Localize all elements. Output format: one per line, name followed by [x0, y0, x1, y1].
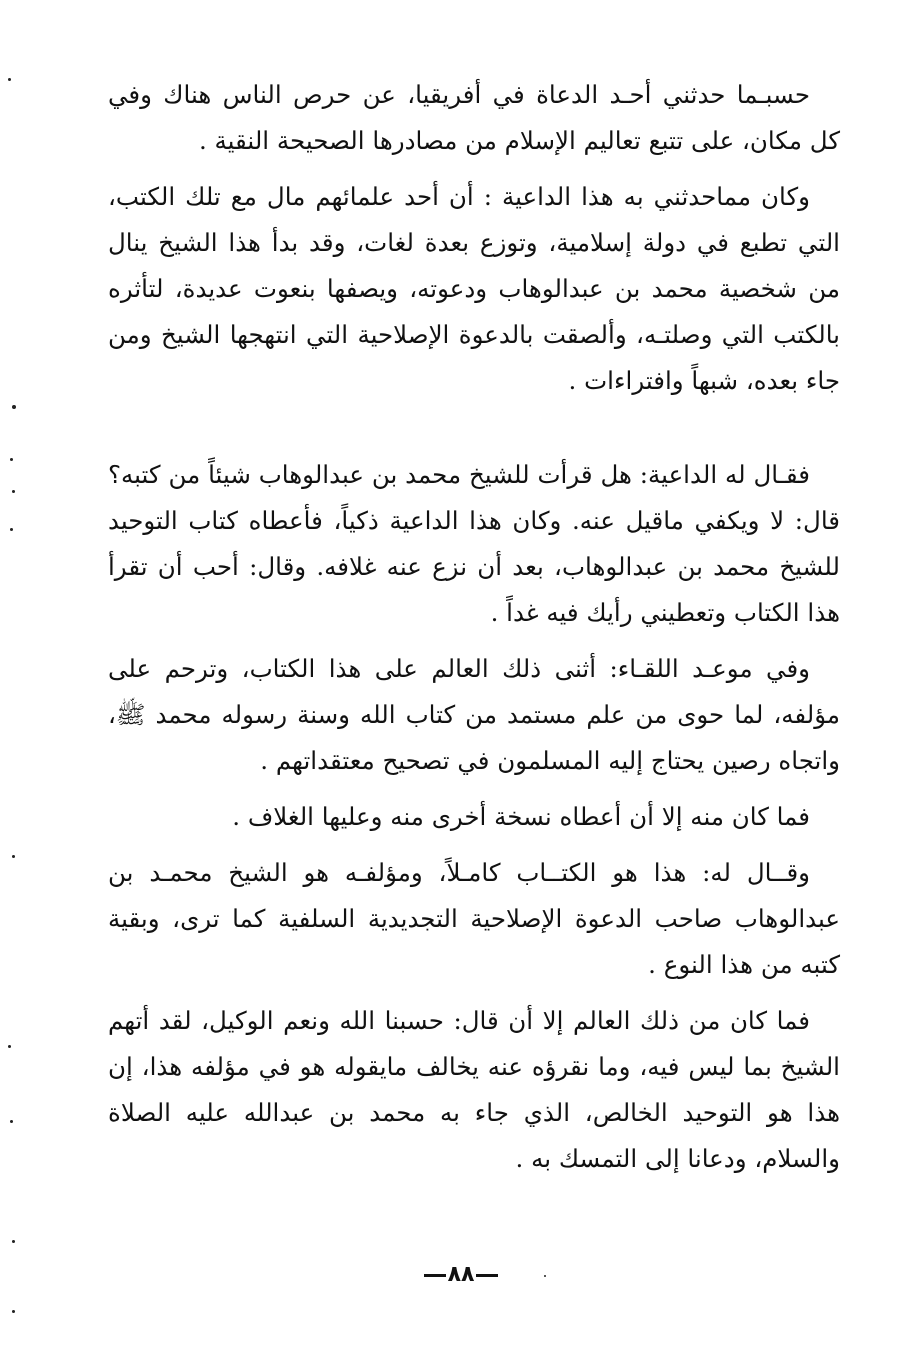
scan-speck — [12, 855, 15, 858]
scan-speck — [8, 1045, 11, 1048]
footer-dash-left — [476, 1274, 498, 1277]
scan-speck — [12, 1310, 15, 1313]
page-number-footer — [0, 1262, 922, 1287]
scan-speck — [12, 490, 15, 493]
page-body — [108, 72, 840, 1192]
scan-speck — [10, 528, 13, 531]
paragraph-4: وفي موعـد اللقـاء: أثنى ذلك العالم على هذا الكتاب، وترحم على مؤلفه، لما حوى من علم مستمد من كتاب الله وسنة رسوله محمد ﷺ، واتجاه رصين يحتاج إليه المسلمون في تصحيح معتقداتهم . — [108, 654, 840, 775]
footer-dash-right — [424, 1274, 446, 1277]
scan-speck — [12, 1240, 15, 1243]
scan-speck — [8, 78, 11, 81]
paragraph-3: فقـال له الداعية: هل قرأت للشيخ محمد بن عبدالوهاب شيئاً من كتبه؟ قال: لا ويكفي ماقيل عنه. وكان هذا الداعية ذكياً، فأعطاه كتاب التوحيد للشيخ محمد بن عبدالوهاب، بعد أن نزع عنه غلافه. وقال: أحب أن تقرأ هذا الكتاب وتعطيني رأيك فيه غداً . — [108, 460, 840, 627]
paragraph-6: وقــال له: هذا هو الكتــاب كامـلاً، ومؤلفـه هو الشيخ محمـد بن عبدالوهاب صاحب الدعوة الإصلاحية التجديدية السلفية كما ترى، وبقية كتبه من هذا النوع . — [108, 858, 840, 979]
scan-speck — [10, 1120, 13, 1123]
paragraph-2: وكان مماحدثني به هذا الداعية : أن أحد علمائهم مال مع تلك الكتب، التي تطبع في دولة إسلامية، وتوزع بعدة لغات، وقد بدأ هذا الشيخ ينال من شخصية محمد بن عبدالوهاب ودعوته، ويصفها بنعوت عديدة، لتأثره بالكتب التي وصلتـه، وألصقت بالدعوة الإصلاحية التي انتهجها الشيخ ومن جاء بعده، شبهاً وافتراءات . — [108, 182, 840, 395]
page-number: ٨٨ — [447, 1262, 475, 1287]
paragraph-5: فما كان منه إلا أن أعطاه نسخة أخرى منه وعليها الغلاف . — [232, 802, 810, 831]
scan-speck — [12, 405, 16, 409]
scan-speck — [10, 458, 13, 461]
paragraph-1: حسبـما حدثني أحـد الدعاة في أفريقيا، عن حرص الناس هناك وفي كل مكان، على تتبع تعاليم الإسلام من مصادرها الصحيحة النقية . — [108, 80, 840, 155]
scan-speck — [544, 1275, 546, 1277]
paragraph-7: فما كان من ذلك العالم إلا أن قال: حسبنا الله ونعم الوكيل، لقد أتهم الشيخ بما ليس فيه، وما نقرؤه عنه يخالف مايقوله هو في مؤلفه هذا، إن هذا هو التوحيد الخالص، الذي جاء به محمد بن عبدالله عليه الصلاة والسلام، ودعانا إلى التمسك به . — [108, 1006, 840, 1173]
